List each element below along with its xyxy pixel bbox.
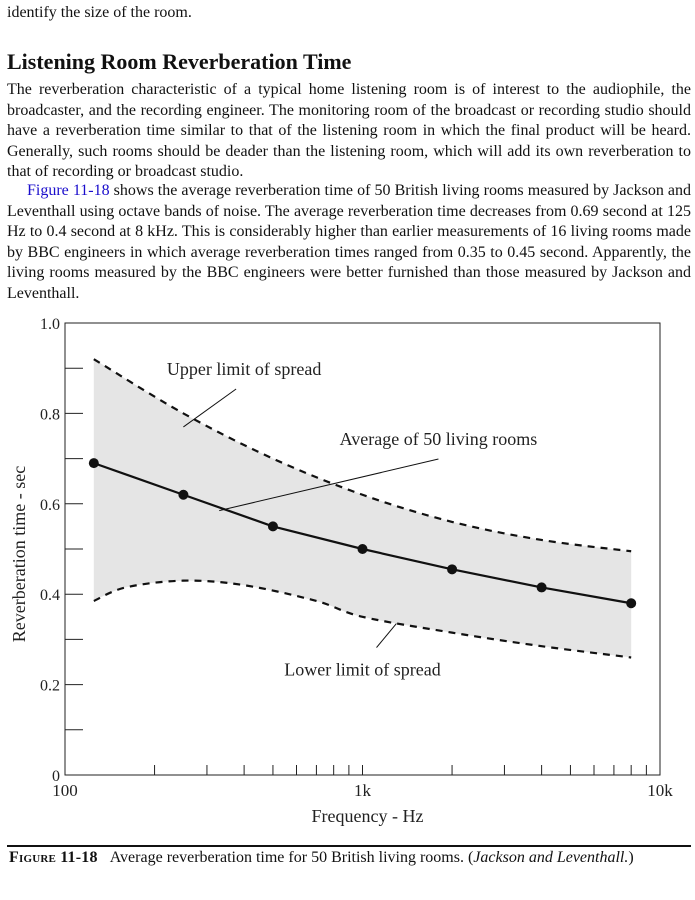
section-title: Listening Room Reverberation Time <box>7 49 352 74</box>
paragraph-figure-description <box>7 181 691 304</box>
caption-close: ) <box>628 849 634 866</box>
y-tick-label: 0.4 <box>40 587 60 605</box>
y-tick-label: 0 <box>52 768 60 785</box>
x-tick-label: 10k <box>647 781 673 800</box>
y-tick-label: 0.8 <box>40 406 60 424</box>
x-tick-label: 1k <box>354 781 371 800</box>
upper-limit-label: Upper limit of spread <box>166 358 322 379</box>
caption-rule <box>7 845 691 847</box>
average-label: Average of 50 living rooms <box>339 429 538 450</box>
average-data-point <box>626 598 636 608</box>
average-data-point <box>268 521 278 531</box>
figure-reference-link[interactable]: Figure 11-18 <box>27 182 110 199</box>
average-data-point <box>447 564 457 574</box>
y-tick-label: 0.6 <box>40 496 60 514</box>
average-data-point <box>358 544 368 554</box>
paragraph-intro: The reverberation characteristic of a typical home listening room is of interest to the audiophile, the broadcaster, and the recording engineer. The monitoring room of the broadcast or recording studio should have a reverberation time similar to that of the listening room in which the final product will be heard. Generally, such rooms should be deader than the listening room, which will add its own reverberation to that of recording or broadcast studio. <box>7 81 691 180</box>
caption-text: Average reverberation time for 50 British living rooms. ( <box>109 849 474 866</box>
x-tick-label: 100 <box>52 781 78 800</box>
x-axis-title: Frequency - Hz <box>311 806 424 826</box>
spread-band <box>94 359 631 657</box>
figure-label: Figure 11-18 <box>9 849 98 866</box>
y-tick-label: 0.2 <box>40 677 60 695</box>
paragraph-figure-description-text: shows the average reverberation time of 50 British living rooms measured by Jackson and Leventhall using octave bands of noise. The average reverberation time decreases from 0.69 second at 125 Hz to 0.4 second at 8 kHz. This is considerably higher than earlier measurements of 16 living rooms made by BBC engineers in which average reverberation times ranged from 0.35 to 0.45 second. Apparently, the living rooms measured by the BBC engineers were better furnished than those measured by Jackson and Leventhall. <box>7 182 691 302</box>
average-data-point <box>537 582 547 592</box>
caption-credit: Jackson and Leventhall. <box>473 849 629 866</box>
figure-caption <box>9 849 634 867</box>
lower-limit-label-leader <box>377 624 397 648</box>
average-data-point <box>178 490 188 500</box>
y-tick-label: 1.0 <box>40 316 60 333</box>
average-data-point <box>89 458 99 468</box>
carryover-text: identify the size of the room. <box>7 4 192 21</box>
reverberation-chart <box>0 305 695 840</box>
lower-limit-label: Lower limit of spread <box>284 659 441 680</box>
y-axis-title: Reverberation time - sec <box>9 465 29 643</box>
upper-limit-label-leader <box>183 389 236 427</box>
